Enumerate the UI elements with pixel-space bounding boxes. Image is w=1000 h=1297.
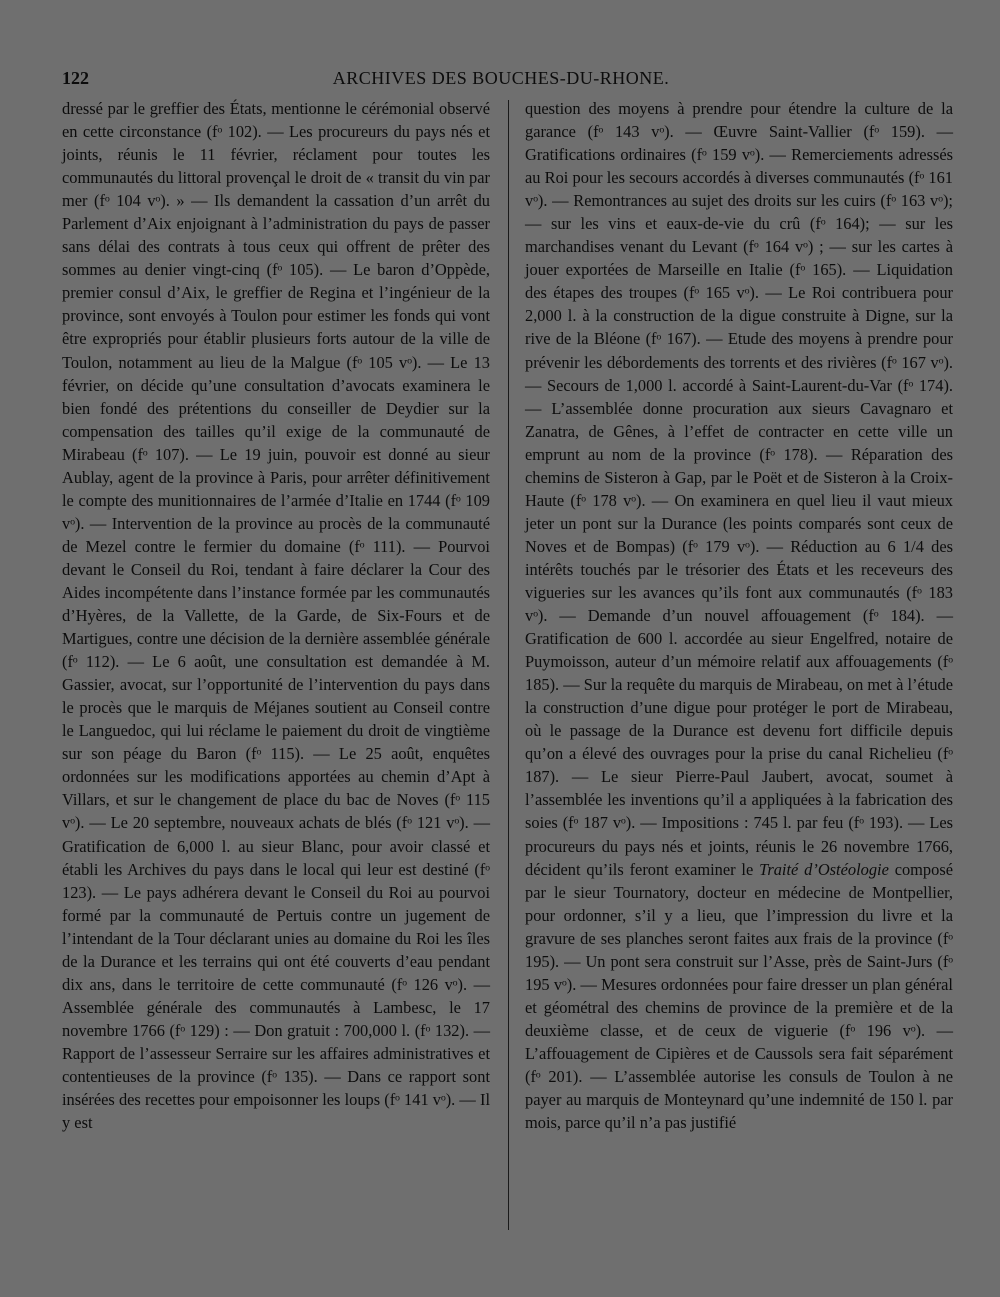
page-number: 122 [62, 68, 89, 88]
right-column-text [525, 97, 953, 1134]
left-column [62, 97, 490, 1134]
right-column-text-part-2: composé par le sieur Tournatory, docteur en médecine de Montpellier, pour ordonner, s’il y a lieu, que l’impression du livre et la gravure de ses planches seront faites aux frais de la province (fᵒ 195). — Un pont sera construit sur l’Asse, près de Saint-Jurs (fᵒ 195 vᵒ). — Mesures ordonnées pour faire dresser un plan général et géométral des chemins de province de la première et de la deuxième classe, et de ceux de viguerie (fᵒ 196 vᵒ). — L’affouagement de Cipières et de Caussols sera fait séparément (fᵒ 201). — L’assemblée autorise les consuls de Toulon à ne payer au marquis de Monteynard qu’une indemnité de 150 l. par mois, parce qu’il n’a pas justifié [525, 859, 953, 1133]
column-divider [508, 100, 509, 1230]
right-column-text-part-1: question des moyens à prendre pour étendre la culture de la garance (fᵒ 143 vᵒ). — Œuvre Saint-Vallier (fᵒ 159). — Gratifications ordinaires (fᵒ 159 vᵒ). — Remerciements adressés au Roi pour les secours accordés à diverses communautés (fᵒ 161 vᵒ). — Remontrances au sujet des droits sur les cuirs (fᵒ 163 vᵒ); — sur les vins et eaux-de-vie du crû (fᵒ 164); — sur les marchandises venant du Levant (fᵒ 164 vᵒ) ; — sur les cartes à jouer exportées de Marseille en Italie (fᵒ 165). — Liquidation des étapes des troupes (fᵒ 165 vᵒ). — Le Roi contribuera pour 2,000 l. à la construction de la digue construite à Digne, sur la rive de la Bléone (fᵒ 167). — Etude des moyens à prendre pour prévenir les débordements des torrents et des rivières (fᵒ 167 vᵒ). — Secours de 1,000 l. accordé à Saint-Laurent-du-Var (fᵒ 174). — L’assemblée donne procuration aux sieurs Cavagnaro et Zanatra, de Gênes, à l’effet de contracter en cette ville un emprunt au nom de la province (fᵒ 178). — Réparation des chemins de Sisteron à Gap, par le Poët et de Sisteron à la Croix-Haute (fᵒ 178 vᵒ). — On examinera en quel lieu il vaut mieux jeter un pont sur la Durance (les points comparés sont ceux de Noves et de Bompas) (fᵒ 179 vᵒ). — Réduction au 6 1/4 des intérêts touchés par le trésorier des États et les receveurs des vigueries sur les avances qu’ils font aux communautés (fᵒ 183 vᵒ). — Demande d’un nouvel affouagement (fᵒ 184). — Gratification de 600 l. accordée au sieur Engelfred, notaire de Puymoisson, auteur d’un mémoire relatif aux affouagements (fᵒ 185). — Sur la requête du marquis de Mirabeau, on met à l’étude la construction d’une digue pour protéger le port de Mirabeau, où le passage de la Durance est devenu fort difficile depuis qu’on a élevé des ouvrages pour la prise du canal Richelieu (fᵒ 187). — Le sieur Pierre-Paul Jaubert, avocat, soumet à l’assemblée les inventions qu’il a appliquées à la fabrication des soies (fᵒ 187 vᵒ). — Impositions : 745 l. par feu (fᵒ 193). — Les procureurs du pays nés et joints, réunis le 26 novembre 1766, décident qu’ils feront examiner le [525, 99, 953, 879]
book-title: Traité d’Ostéologie [759, 859, 889, 879]
right-column [525, 97, 953, 1134]
page-header [62, 68, 940, 94]
running-title: ARCHIVES DES BOUCHES-DU-RHONE. [332, 68, 670, 88]
left-column-text: dressé par le greffier des États, mentionne le cérémonial observé en cette circonstance (fᵒ 102). — Les procureurs du pays nés et joints, réunis le 11 février, réclament pour toutes les communautés du littoral provençal le droit de « transit du vin par mer (fᵒ 104 vᵒ). » — Ils demandent la cassation d’un arrêt du Parlement d’Aix enjoignant à l’administration du pays de passer sans délai des contrats à tous ceux qui offrent de prêter des sommes au denier vingt-cinq (fᵒ 105). — Le baron d’Oppède, premier consul d’Aix, le greffier de Regina et l’ingénieur de la province, sont envoyés à Toulon pour estimer les fonds qui vont être expropriés pour établir plusieurs forts autour de la ville de Toulon, notamment au lieu de la Malgue (fᵒ 105 vᵒ). — Le 13 février, on décide qu’une consultation d’avocats examinera le bien fondé des prétentions du conseiller de Deydier sur la compensation des tailles qu’il exige de la communauté de Mirabeau (fᵒ 107). — Le 19 juin, pouvoir est donné au sieur Aublay, agent de la province à Paris, pour arrêter définitivement le compte des munitionnaires de l’armée d’Italie en 1744 (fᵒ 109 vᵒ). — Intervention de la province au procès de la communauté de Mezel contre le fermier du domaine (fᵒ 111). — Pourvoi devant le Conseil du Roi, tendant à faire déclarer la Cour des Aides incompétente dans l’instance formée par les communautés d’Hyères, de la Vallette, de la Garde, de Six-Fours et de Martigues, contre une décision de la dernière assemblée générale (fᵒ 112). — Le 6 août, une consultation est demandée à M. Gassier, avocat, sur l’opportunité de l’intervention du pays dans le procès que le marquis de Méjanes soutient au Conseil contre le Languedoc, qui lui réclame le paiement du droit de vingtième sur son péage du Baron (fᵒ 115). — Le 25 août, enquêtes ordonnées sur les modifications apportées au chemin d’Apt à Villars, et sur le changement de place du bac de Noves (fᵒ 115 vᵒ). — Le 20 septembre, nouveaux achats de blés (fᵒ 121 vᵒ). — Gratification de 6,000 l. au sieur Blanc, pour avoir classé et établi les Archives du pays dans le local qui leur est destiné (fᵒ 123). — Le pays adhérera devant le Conseil du Roi au pourvoi formé par la communauté de Pertuis contre un jugement de l’intendant de la Tour déclarant unies au domaine du Roi les îles de la Durance et les terrains qui ont été couverts d’eau pendant dix ans, dans le territoire de cette communauté (fᵒ 126 vᵒ). — Assemblée générale des communautés à Lambesc, le 17 novembre 1766 (fᵒ 129) : — Don gratuit : 700,000 l. (fᵒ 132). — Rapport de l’assesseur Serraire sur les affaires administratives et contentieuses de la province (fᵒ 135). — Dans ce rapport sont insérées des recettes pour empoisonner les loups (fᵒ 141 vᵒ). — Il y est [62, 99, 490, 1133]
